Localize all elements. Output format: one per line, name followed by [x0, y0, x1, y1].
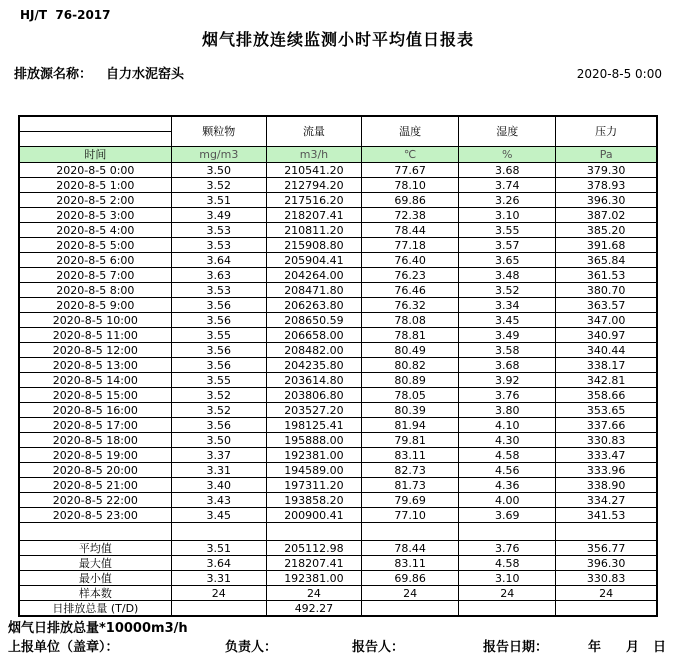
- table-header: [19, 116, 657, 163]
- summary-value-cell: 83.11: [362, 556, 459, 571]
- summary-label-cell: 最大值: [19, 556, 171, 571]
- pressure-cell: 338.17: [556, 358, 657, 373]
- particulate-cell: 3.49: [171, 208, 266, 223]
- humidity-cell: 4.58: [459, 448, 556, 463]
- pressure-cell: 338.90: [556, 478, 657, 493]
- humidity-cell: 3.69: [459, 508, 556, 523]
- column-header: 流量: [266, 116, 361, 147]
- summary-row: [19, 571, 657, 586]
- flow-cell: 208482.00: [266, 343, 361, 358]
- flow-cell: 208650.59: [266, 313, 361, 328]
- particulate-cell: 3.52: [171, 388, 266, 403]
- pressure-cell: 342.81: [556, 373, 657, 388]
- temperature-cell: 82.73: [362, 463, 459, 478]
- emission-source-name: 自力水泥窑头: [106, 67, 185, 82]
- time-cell: 2020-8-5 6:00: [19, 253, 171, 268]
- table-row: [19, 268, 657, 283]
- time-cell: 2020-8-5 0:00: [19, 163, 171, 178]
- humidity-cell: 4.30: [459, 433, 556, 448]
- pressure-cell: 333.47: [556, 448, 657, 463]
- time-cell: 2020-8-5 21:00: [19, 478, 171, 493]
- reporter-label: 报告人：: [352, 640, 405, 655]
- flow-cell: 218207.41: [266, 208, 361, 223]
- flow-cell: 204235.80: [266, 358, 361, 373]
- summary-value-cell: 356.77: [556, 541, 657, 556]
- table-row: [19, 193, 657, 208]
- spacer-cell: [19, 523, 171, 541]
- header-corner-bottom: [19, 132, 171, 147]
- spacer-body: [19, 523, 657, 541]
- table-row: [19, 418, 657, 433]
- unit-cell: ℃: [362, 147, 459, 163]
- time-cell: 2020-8-5 8:00: [19, 283, 171, 298]
- particulate-cell: 3.37: [171, 448, 266, 463]
- year-label: 年: [588, 640, 602, 655]
- summary-label-cell: 最小值: [19, 571, 171, 586]
- table-row: [19, 313, 657, 328]
- humidity-cell: 4.56: [459, 463, 556, 478]
- summary-value-cell: 69.86: [362, 571, 459, 586]
- pressure-cell: 379.30: [556, 163, 657, 178]
- time-cell: 2020-8-5 13:00: [19, 358, 171, 373]
- temperature-cell: 78.10: [362, 178, 459, 193]
- temperature-cell: 77.67: [362, 163, 459, 178]
- pressure-cell: 365.84: [556, 253, 657, 268]
- time-cell: 2020-8-5 4:00: [19, 223, 171, 238]
- pressure-cell: 347.00: [556, 313, 657, 328]
- summary-value-cell: 205112.98: [266, 541, 361, 556]
- report-unit-label: 上报单位（盖章）：: [8, 640, 119, 655]
- humidity-cell: 3.68: [459, 163, 556, 178]
- humidity-cell: 3.52: [459, 283, 556, 298]
- pressure-cell: 385.20: [556, 223, 657, 238]
- time-cell: 2020-8-5 7:00: [19, 268, 171, 283]
- time-cell: 2020-8-5 10:00: [19, 313, 171, 328]
- summary-value-cell: [459, 601, 556, 617]
- temperature-cell: 76.23: [362, 268, 459, 283]
- summary-value-cell: 78.44: [362, 541, 459, 556]
- time-cell: 2020-8-5 15:00: [19, 388, 171, 403]
- unit-cell: mg/m3: [171, 147, 266, 163]
- temperature-cell: 79.69: [362, 493, 459, 508]
- header-row-top: [19, 116, 657, 132]
- time-cell: 2020-8-5 20:00: [19, 463, 171, 478]
- report-info-line: [14, 63, 662, 82]
- humidity-cell: 3.49: [459, 328, 556, 343]
- particulate-cell: 3.63: [171, 268, 266, 283]
- temperature-cell: 80.49: [362, 343, 459, 358]
- flow-cell: 203614.80: [266, 373, 361, 388]
- unit-cell: m3/h: [266, 147, 361, 163]
- time-cell: 2020-8-5 22:00: [19, 493, 171, 508]
- particulate-cell: 3.52: [171, 403, 266, 418]
- pressure-cell: 380.70: [556, 283, 657, 298]
- time-cell: 2020-8-5 9:00: [19, 298, 171, 313]
- particulate-cell: 3.55: [171, 328, 266, 343]
- spacer-cell: [459, 523, 556, 541]
- temperature-cell: 80.82: [362, 358, 459, 373]
- particulate-cell: 3.53: [171, 238, 266, 253]
- summary-value-cell: 24: [459, 586, 556, 601]
- summary-label-cell: 样本数: [19, 586, 171, 601]
- pressure-cell: 353.65: [556, 403, 657, 418]
- particulate-cell: 3.56: [171, 418, 266, 433]
- summary-value-cell: 24: [362, 586, 459, 601]
- time-cell: 2020-8-5 5:00: [19, 238, 171, 253]
- humidity-cell: 4.36: [459, 478, 556, 493]
- hourly-data-body: [19, 163, 657, 523]
- particulate-cell: 3.40: [171, 478, 266, 493]
- humidity-cell: 3.68: [459, 358, 556, 373]
- table-row: [19, 253, 657, 268]
- pressure-cell: 396.30: [556, 193, 657, 208]
- summary-value-cell: 3.64: [171, 556, 266, 571]
- table-row: [19, 163, 657, 178]
- signature-line: [0, 636, 676, 655]
- particulate-cell: 3.55: [171, 373, 266, 388]
- spacer-cell: [266, 523, 361, 541]
- humidity-cell: 3.74: [459, 178, 556, 193]
- table-row: [19, 328, 657, 343]
- emission-source-label: 排放源名称：: [14, 67, 93, 82]
- particulate-cell: 3.56: [171, 358, 266, 373]
- pressure-cell: 337.66: [556, 418, 657, 433]
- temperature-cell: 78.81: [362, 328, 459, 343]
- table-row: [19, 343, 657, 358]
- flow-cell: 208471.80: [266, 283, 361, 298]
- flow-cell: 197311.20: [266, 478, 361, 493]
- temperature-cell: 81.73: [362, 478, 459, 493]
- particulate-cell: 3.52: [171, 178, 266, 193]
- standard-number: HJ/T 76-2017: [20, 8, 111, 22]
- table-row: [19, 448, 657, 463]
- summary-value-cell: 24: [556, 586, 657, 601]
- humidity-cell: 3.48: [459, 268, 556, 283]
- summary-value-cell: 24: [171, 586, 266, 601]
- particulate-cell: 3.51: [171, 193, 266, 208]
- temperature-cell: 72.38: [362, 208, 459, 223]
- table-row: [19, 478, 657, 493]
- temperature-cell: 81.94: [362, 418, 459, 433]
- table-row: [19, 283, 657, 298]
- table-row: [19, 388, 657, 403]
- time-cell: 2020-8-5 19:00: [19, 448, 171, 463]
- pressure-cell: 363.57: [556, 298, 657, 313]
- summary-value-cell: 4.58: [459, 556, 556, 571]
- summary-row: [19, 601, 657, 617]
- daily-total-note: 烟气日排放总量*10000m3/h: [8, 621, 188, 636]
- summary-value-cell: 192381.00: [266, 571, 361, 586]
- particulate-cell: 3.50: [171, 163, 266, 178]
- humidity-cell: 3.10: [459, 208, 556, 223]
- temperature-cell: 69.86: [362, 193, 459, 208]
- column-header: 压力: [556, 116, 657, 147]
- pressure-cell: 361.53: [556, 268, 657, 283]
- spacer-row: [19, 523, 657, 541]
- units-row: [19, 147, 657, 163]
- summary-value-cell: [556, 601, 657, 617]
- time-cell: 2020-8-5 17:00: [19, 418, 171, 433]
- unit-cell: Pa: [556, 147, 657, 163]
- table-row: [19, 508, 657, 523]
- temperature-cell: 77.10: [362, 508, 459, 523]
- temperature-cell: 79.81: [362, 433, 459, 448]
- flow-cell: 204264.00: [266, 268, 361, 283]
- emission-source: [14, 63, 184, 82]
- table-row: [19, 223, 657, 238]
- table-row: [19, 238, 657, 253]
- flow-cell: 192381.00: [266, 448, 361, 463]
- temperature-cell: 77.18: [362, 238, 459, 253]
- pressure-cell: 340.44: [556, 343, 657, 358]
- temperature-cell: 78.05: [362, 388, 459, 403]
- table-row: [19, 373, 657, 388]
- flow-cell: 217516.20: [266, 193, 361, 208]
- table-row: [19, 433, 657, 448]
- column-header: 颗粒物: [171, 116, 266, 147]
- flow-cell: 210811.20: [266, 223, 361, 238]
- time-column-header: 时间: [19, 147, 171, 163]
- particulate-cell: 3.43: [171, 493, 266, 508]
- humidity-cell: 3.57: [459, 238, 556, 253]
- summary-label-cell: 日排放总量 (T/D): [19, 601, 171, 617]
- flow-cell: 206263.80: [266, 298, 361, 313]
- pressure-cell: 387.02: [556, 208, 657, 223]
- pressure-cell: 378.93: [556, 178, 657, 193]
- report-datetime: 2020-8-5 0:00: [576, 67, 662, 81]
- flow-cell: 193858.20: [266, 493, 361, 508]
- time-cell: 2020-8-5 16:00: [19, 403, 171, 418]
- summary-label-cell: 平均值: [19, 541, 171, 556]
- summary-row: [19, 586, 657, 601]
- table-row: [19, 298, 657, 313]
- time-cell: 2020-8-5 18:00: [19, 433, 171, 448]
- humidity-cell: 3.55: [459, 223, 556, 238]
- temperature-cell: 76.40: [362, 253, 459, 268]
- summary-value-cell: 492.27: [266, 601, 361, 617]
- pressure-cell: 333.96: [556, 463, 657, 478]
- summary-row: [19, 541, 657, 556]
- pressure-cell: 330.83: [556, 433, 657, 448]
- day-label: 日: [653, 640, 667, 655]
- temperature-cell: 76.46: [362, 283, 459, 298]
- particulate-cell: 3.50: [171, 433, 266, 448]
- table-row: [19, 178, 657, 193]
- page-title: 烟气排放连续监测小时平均值日报表: [201, 30, 474, 49]
- time-cell: 2020-8-5 12:00: [19, 343, 171, 358]
- month-label: 月: [626, 640, 640, 655]
- temperature-cell: 78.08: [362, 313, 459, 328]
- summary-value-cell: 218207.41: [266, 556, 361, 571]
- responsible-person-label: 负责人：: [225, 640, 278, 655]
- table-row: [19, 493, 657, 508]
- summary-value-cell: 3.31: [171, 571, 266, 586]
- summary-value-cell: 3.51: [171, 541, 266, 556]
- summary-value-cell: [171, 601, 266, 617]
- flow-cell: 212794.20: [266, 178, 361, 193]
- flow-cell: 205904.41: [266, 253, 361, 268]
- unit-cell: %: [459, 147, 556, 163]
- flow-cell: 206658.00: [266, 328, 361, 343]
- humidity-cell: 3.26: [459, 193, 556, 208]
- flow-cell: 215908.80: [266, 238, 361, 253]
- column-header: 温度: [362, 116, 459, 147]
- temperature-cell: 80.89: [362, 373, 459, 388]
- summary-value-cell: 24: [266, 586, 361, 601]
- summary-value-cell: 396.30: [556, 556, 657, 571]
- spacer-cell: [171, 523, 266, 541]
- table-row: [19, 463, 657, 478]
- time-cell: 2020-8-5 1:00: [19, 178, 171, 193]
- humidity-cell: 3.92: [459, 373, 556, 388]
- flow-cell: 195888.00: [266, 433, 361, 448]
- summary-value-cell: 3.10: [459, 571, 556, 586]
- flow-cell: 210541.20: [266, 163, 361, 178]
- pressure-cell: 341.53: [556, 508, 657, 523]
- particulate-cell: 3.45: [171, 508, 266, 523]
- header-corner-top: [19, 116, 171, 132]
- humidity-cell: 3.76: [459, 388, 556, 403]
- humidity-cell: 3.80: [459, 403, 556, 418]
- summary-value-cell: 330.83: [556, 571, 657, 586]
- table-row: [19, 403, 657, 418]
- humidity-cell: 3.45: [459, 313, 556, 328]
- particulate-cell: 3.56: [171, 343, 266, 358]
- pressure-cell: 334.27: [556, 493, 657, 508]
- temperature-cell: 83.11: [362, 448, 459, 463]
- particulate-cell: 3.56: [171, 298, 266, 313]
- temperature-cell: 76.32: [362, 298, 459, 313]
- spacer-cell: [556, 523, 657, 541]
- flow-cell: 198125.41: [266, 418, 361, 433]
- summary-value-cell: 3.76: [459, 541, 556, 556]
- humidity-cell: 3.34: [459, 298, 556, 313]
- pressure-cell: 358.66: [556, 388, 657, 403]
- humidity-cell: 4.10: [459, 418, 556, 433]
- table-row: [19, 358, 657, 373]
- summary-body: [19, 541, 657, 617]
- temperature-cell: 78.44: [362, 223, 459, 238]
- particulate-cell: 3.53: [171, 223, 266, 238]
- flow-cell: 203806.80: [266, 388, 361, 403]
- pressure-cell: 340.97: [556, 328, 657, 343]
- summary-value-cell: [362, 601, 459, 617]
- time-cell: 2020-8-5 2:00: [19, 193, 171, 208]
- table-row: [19, 208, 657, 223]
- spacer-cell: [362, 523, 459, 541]
- time-cell: 2020-8-5 3:00: [19, 208, 171, 223]
- temperature-cell: 80.39: [362, 403, 459, 418]
- report-date-label: 报告日期：: [483, 640, 549, 655]
- pressure-cell: 391.68: [556, 238, 657, 253]
- time-cell: 2020-8-5 14:00: [19, 373, 171, 388]
- humidity-cell: 3.65: [459, 253, 556, 268]
- humidity-cell: 4.00: [459, 493, 556, 508]
- particulate-cell: 3.31: [171, 463, 266, 478]
- monitoring-table: [18, 115, 658, 617]
- summary-row: [19, 556, 657, 571]
- flow-cell: 200900.41: [266, 508, 361, 523]
- flow-cell: 194589.00: [266, 463, 361, 478]
- flow-cell: 203527.20: [266, 403, 361, 418]
- time-cell: 2020-8-5 23:00: [19, 508, 171, 523]
- particulate-cell: 3.64: [171, 253, 266, 268]
- particulate-cell: 3.53: [171, 283, 266, 298]
- humidity-cell: 3.58: [459, 343, 556, 358]
- column-header: 湿度: [459, 116, 556, 147]
- particulate-cell: 3.56: [171, 313, 266, 328]
- time-cell: 2020-8-5 11:00: [19, 328, 171, 343]
